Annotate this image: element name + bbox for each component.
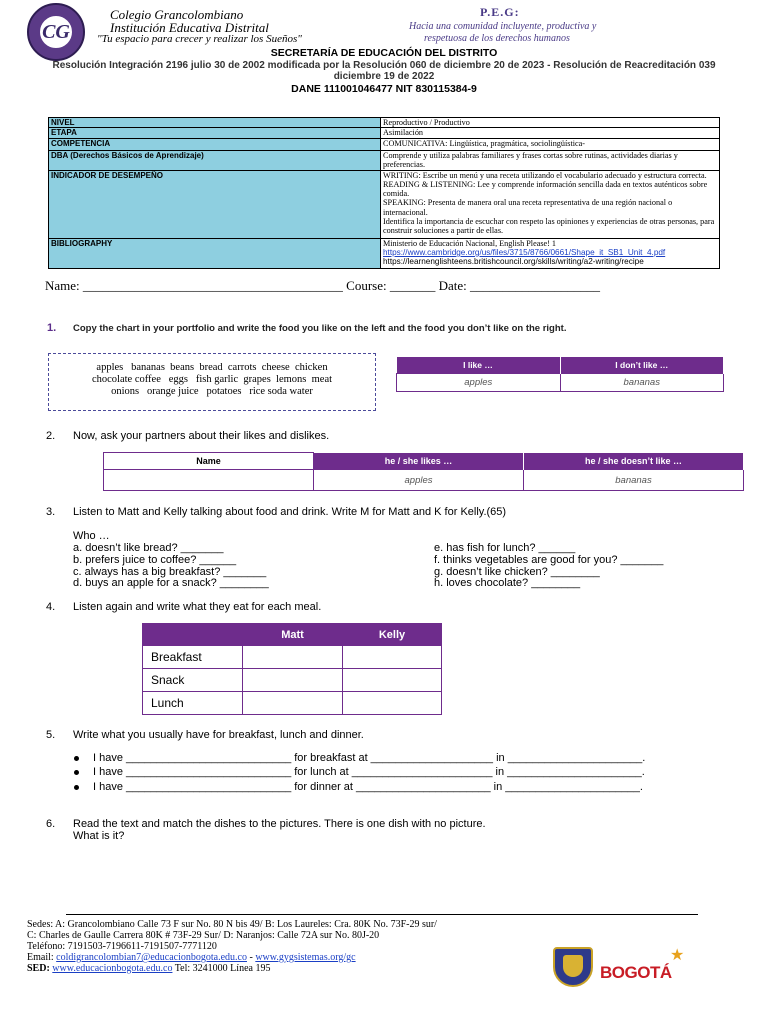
dba-label: DBA (Derechos Básicos de Aprendizaje) bbox=[49, 150, 381, 170]
bullet-icon bbox=[74, 756, 79, 761]
footer-email bbox=[27, 952, 356, 963]
row-breakfast: Breakfast bbox=[143, 646, 243, 669]
matt-snack-cell[interactable] bbox=[243, 669, 343, 692]
indicador-writing: WRITING: Escribe un menú y una receta utilizando el vocabulario adecuado y estructura correcta. bbox=[383, 170, 707, 180]
email-label: Email: bbox=[27, 952, 57, 963]
task5-line-breakfast[interactable] bbox=[74, 752, 645, 764]
task1-instructions: Copy the chart in your portfolio and write the food you like on the left and the food you don’t like on the right. bbox=[73, 323, 567, 334]
task5-instructions: Write what you usually have for breakfast, lunch and dinner. bbox=[73, 729, 364, 741]
indicador-reading: READING & LISTENING: Lee y comprende información sencilla dada en textos auténticos sobre comida. bbox=[383, 179, 708, 199]
competencia-value: COMUNICATIVA: Lingüística, pragmática, sociolingüística- bbox=[381, 138, 720, 150]
indicador-listening: Identifica la importancia de escuchar con respeto las opiniones y experiencias de otras personas, para construir soluciones a partir de ellas. bbox=[383, 217, 715, 236]
resolution-line1: Resolución Integración 2196 julio 30 de 2002 modificada por la Resolución 060 de diciembre 20 de 2023 - Resolución de Reacreditación 039 bbox=[52, 60, 716, 71]
col-i-like: I like … bbox=[397, 357, 561, 373]
bibliography-label: BIBLIOGRAPHY bbox=[49, 238, 381, 268]
indicador-value bbox=[381, 170, 720, 238]
task3-instructions: Listen to Matt and Kelly talking about food and drink. Write M for Matt and K for Kelly.(65) bbox=[73, 506, 507, 518]
logo-monogram: CG bbox=[39, 15, 73, 49]
footer-sed bbox=[27, 963, 270, 974]
sed-label: SED: bbox=[27, 963, 53, 974]
task3-item-b[interactable]: b. prefers juice to coffee? ______ bbox=[73, 554, 237, 566]
bogota-shield-icon bbox=[553, 947, 593, 987]
row-lunch: Lunch bbox=[143, 692, 243, 715]
institution-name: Institución Educativa Distrital bbox=[110, 20, 269, 35]
info-table bbox=[48, 117, 720, 269]
school-name: Colegio Grancolombiano bbox=[110, 7, 244, 22]
email-separator: - bbox=[246, 952, 256, 963]
task5-line-dinner-text: I have ___________________________ for dinner at ______________________ in ______________________. bbox=[93, 781, 643, 793]
task5-line-breakfast-text: I have ___________________________ for breakfast at ____________________ in ______________________. bbox=[93, 752, 646, 764]
peg-line2: respetuosa de los derechos humanos bbox=[424, 33, 570, 44]
task5-line-lunch-text: I have ___________________________ for lunch at _______________________ in ______________________. bbox=[93, 766, 645, 778]
nivel-label: NIVEL bbox=[49, 118, 381, 128]
peg-line1: Hacia una comunidad incluyente, productiva y bbox=[409, 21, 597, 32]
bibliography-text: Ministerio de Educación Nacional, English Please! 1 bbox=[383, 238, 557, 248]
indicador-label: INDICADOR DE DESEMPEÑO bbox=[49, 170, 381, 238]
task6-instructions: Read the text and match the dishes to the pictures. There is one dish with no picture. bbox=[73, 818, 486, 830]
task3-item-a[interactable]: a. doesn’t like bread? _______ bbox=[73, 542, 224, 554]
task5-number: 5. bbox=[46, 729, 56, 741]
partner-likes-example[interactable]: apples bbox=[314, 470, 524, 491]
task5-line-lunch[interactable] bbox=[74, 766, 645, 778]
bibliography-value bbox=[381, 238, 720, 268]
task6-question: What is it? bbox=[73, 830, 125, 842]
footer-telefono: Teléfono: 7191503-7196611-7191507-7771120 bbox=[27, 941, 217, 952]
star-icon: ★ bbox=[670, 947, 685, 964]
task2-number: 2. bbox=[46, 430, 56, 442]
task3-item-d[interactable]: d. buys an apple for a snack? ________ bbox=[73, 577, 269, 589]
task4-number: 4. bbox=[46, 601, 56, 613]
dba-value: Comprende y utiliza palabras familiares y frases cortas sobre rutinas, actividades diarias y preferencias. bbox=[381, 150, 720, 170]
bibliography-link-cambridge[interactable]: https://www.cambridge.org/us/files/3715/8766/0661/Shape_it_SB1_Unit_4.pdf bbox=[383, 247, 666, 257]
col-matt: Matt bbox=[243, 624, 343, 646]
indicador-speaking: SPEAKING: Presenta de manera oral una receta representativa de una región nacional o internacional. bbox=[383, 198, 673, 217]
task3-who: Who … bbox=[73, 530, 110, 542]
col-he-she-doesnt-like: he / she doesn’t like … bbox=[524, 453, 744, 470]
etapa-label: ETAPA bbox=[49, 128, 381, 138]
task3-number: 3. bbox=[46, 506, 56, 518]
footer-sedes2: C: Charles de Gaulle Carrera 80K # 73F-29 Sur/ D: Naranjos: Calle 72A sur No. 80J-20 bbox=[27, 930, 380, 941]
matt-lunch-cell[interactable] bbox=[243, 692, 343, 715]
food-line-2: chocolate coffee eggs fish garlic grapes lemons meat bbox=[91, 374, 333, 385]
task1-number: 1. bbox=[47, 322, 57, 334]
task3-item-h[interactable]: h. loves chocolate? ________ bbox=[434, 577, 581, 589]
matt-breakfast-cell[interactable] bbox=[243, 646, 343, 669]
footer-divider bbox=[66, 914, 698, 915]
resolution-line2: diciembre 19 de 2022 bbox=[333, 71, 435, 82]
bibliography-link-britishcouncil[interactable]: https://learnenglishteens.britishcouncil.org/skills/writing/a2-writing/recipe bbox=[383, 257, 644, 267]
task6-number: 6. bbox=[46, 818, 56, 830]
partners-table bbox=[103, 452, 744, 491]
row-snack: Snack bbox=[143, 669, 243, 692]
school-motto: "Tu espacio para crecer y realizar los Sueños" bbox=[97, 33, 302, 45]
task3-item-f[interactable]: f. thinks vegetables are good for you? _______ bbox=[434, 554, 664, 566]
task2-instructions: Now, ask your partners about their likes and dislikes. bbox=[73, 430, 330, 442]
task3-item-g[interactable]: g. doesn’t like chicken? ________ bbox=[434, 566, 600, 578]
gyg-link[interactable]: www.gygsistemas.org/gc bbox=[255, 952, 356, 963]
email-link[interactable]: coldigrancolombian7@educacionbogota.edu.co bbox=[56, 952, 247, 963]
sed-telephone: Tel: 3241000 Línea 195 bbox=[172, 963, 271, 974]
nivel-value: Reproductivo / Productivo bbox=[381, 118, 720, 128]
competencia-label: COMPETENCIA bbox=[49, 138, 381, 150]
col-i-dont-like: I don’t like … bbox=[560, 357, 724, 373]
kelly-breakfast-cell[interactable] bbox=[343, 646, 442, 669]
task5-line-dinner[interactable] bbox=[74, 781, 643, 793]
footer-sedes: Sedes: A: Grancolombiano Calle 73 F sur No. 80 N bis 49/ B: Los Laureles: Cra. 80K No. 73F-29 sur/ bbox=[27, 919, 437, 930]
bogota-logo: BOGOTÁ bbox=[600, 963, 672, 982]
bullet-icon bbox=[74, 785, 79, 790]
partner-name-cell[interactable] bbox=[104, 470, 314, 491]
task3-item-e[interactable]: e. has fish for lunch? ______ bbox=[434, 542, 576, 554]
task3-item-c[interactable]: c. always has a big breakfast? _______ bbox=[73, 566, 267, 578]
task4-instructions: Listen again and write what they eat for each meal. bbox=[73, 601, 322, 613]
meals-table bbox=[142, 623, 442, 715]
meals-corner bbox=[143, 624, 243, 646]
col-name: Name bbox=[104, 453, 314, 470]
student-info-line[interactable]: Name: ________________________________________ Course: _______ Date: ____________________ bbox=[45, 278, 600, 293]
example-dislike[interactable]: bananas bbox=[560, 373, 724, 391]
food-word-box bbox=[48, 353, 376, 411]
kelly-lunch-cell[interactable] bbox=[343, 692, 442, 715]
col-he-she-likes: he / she likes … bbox=[314, 453, 524, 470]
like-dislike-table bbox=[396, 357, 724, 392]
col-kelly: Kelly bbox=[343, 624, 442, 646]
etapa-value: Asimilación bbox=[381, 128, 720, 138]
food-line-3: onions orange juice potatoes rice soda water bbox=[111, 386, 313, 397]
dane-nit: DANE 111001046477 NIT 830115384-9 bbox=[291, 83, 477, 95]
partner-dislikes-example[interactable]: bananas bbox=[524, 470, 744, 491]
kelly-snack-cell[interactable] bbox=[343, 669, 442, 692]
sed-link[interactable]: www.educacionbogota.edu.co bbox=[52, 963, 173, 974]
bullet-icon bbox=[74, 770, 79, 775]
secretaria-title: SECRETARÍA DE EDUCACIÓN DEL DISTRITO bbox=[270, 47, 498, 59]
example-like[interactable]: apples bbox=[397, 373, 561, 391]
peg-title: P.E.G: bbox=[480, 5, 520, 19]
food-line-1: apples bananas beans bread carrots cheese chicken bbox=[96, 362, 328, 373]
